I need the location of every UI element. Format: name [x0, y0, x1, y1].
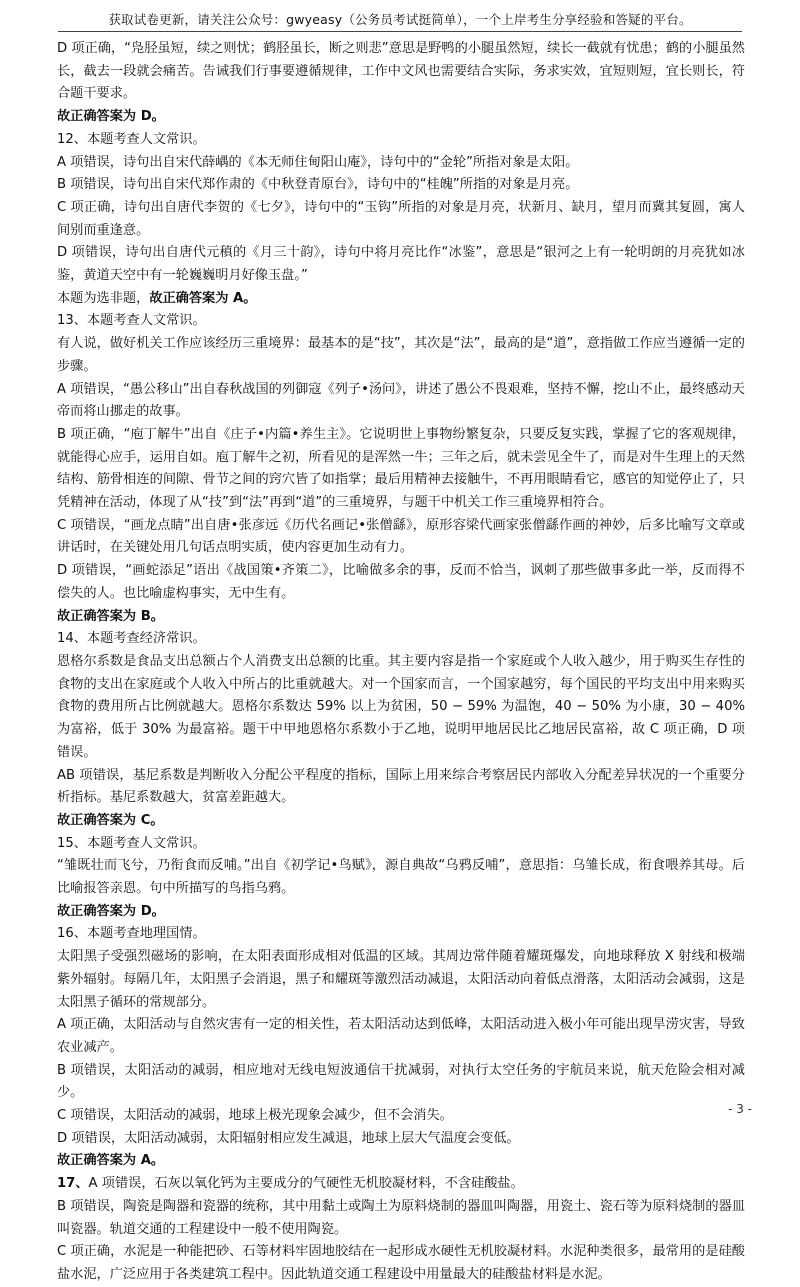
paragraph — [57, 1196, 745, 1241]
page-header: 获取试卷更新，请关注公众号：gwyeasy（公务员考试挺简单），一个上岸考生分享经验和答疑的平台。 — [108, 12, 692, 27]
paragraph — [57, 379, 745, 424]
paragraph-text: 16、本题考查地理国情。 — [57, 926, 206, 942]
answer-line: 故正确答案为 D。 — [57, 109, 165, 125]
paragraph-text: 13、本题考查人文常识。 — [57, 313, 206, 329]
paragraph-text: B 项错误，太阳活动的减弱，相应地对无线电短波通信干扰减弱，对执行太空任务的宇航员来说，航天危险会相对减少。 — [57, 1062, 745, 1101]
document-body — [57, 38, 745, 1287]
paragraph — [57, 106, 745, 129]
paragraph-text: 太阳黑子受强烈磁场的影响，在太阳表面形成相对低温的区域。其周边常伴随着耀斑爆发，向地球释放 X 射线和极端紫外辐射。每隔几年，太阳黑子会消退，黑子和耀斑等激烈活动减退，太阳活动向着低点滑落，太阳活动会减弱，这是太阳黑子循环的常规部分。 — [57, 949, 745, 1010]
paragraph — [57, 288, 745, 311]
paragraph-text: B 项错误，诗句出自宋代郑作肃的《中秋登青原台》，诗句中的“桂魄”所指的对象是月亮。 — [57, 177, 579, 193]
answer-line: 故正确答案为 D。 — [57, 903, 165, 919]
paragraph — [57, 606, 745, 629]
paragraph — [57, 628, 745, 651]
paragraph — [57, 310, 745, 333]
paragraph-text: B 项错误，陶瓷是陶器和瓷器的统称，其中用黏土或陶土为原料烧制的器皿叫陶器，用瓷土、瓷石等为原料烧制的器皿叫瓷器。轨道交通的工程建设中一般不使用陶瓷。 — [57, 1198, 745, 1237]
paragraph — [57, 424, 745, 515]
paragraph — [57, 1241, 745, 1286]
paragraph-text: D 项错误，“画蛇添足”语出《战国策•齐策二》，比喻做多余的事，反而不恰当，讽刺了那些做事多此一举，反而得不偿失的人。也比喻虚构事实，无中生有。 — [57, 563, 745, 601]
paragraph — [57, 174, 745, 197]
paragraph — [57, 333, 745, 378]
answer-line: 故正确答案为 A。 — [149, 290, 257, 306]
paragraph-text: D 项错误，太阳活动减弱，太阳辐射相应发生减退，地球上层大气温度会变低。 — [57, 1130, 520, 1146]
paragraph-text: D 项错误，诗句出自唐代元稹的《月三十韵》，诗句中将月亮比作“冰鉴”，意思是“银河之上有一轮明朗的月亮犹如冰鉴，黄道天空中有一轮巍巍明月好像玉盘。” — [57, 245, 745, 284]
paragraph-text: C 项正确，诗句出自唐代李贺的《七夕》，诗句中的“玉钩”所指的对象是月亮，状新月、缺月，望月而冀其复圆，寓人间别而重逢意。 — [57, 199, 745, 238]
paragraph — [57, 833, 745, 856]
paragraph — [57, 1060, 745, 1105]
paragraph — [57, 197, 745, 242]
paragraph — [57, 560, 745, 605]
paragraph-text: 12、本题考查人文常识。 — [57, 131, 206, 147]
paragraph-text: A 项错误，“愚公移山”出自春秋战国的列御寇《列子•汤问》，讲述了愚公不畏艰难，坚持不懈，挖山不止，最终感动天帝而将山挪走的故事。 — [57, 381, 745, 420]
page-number: - 3 - — [728, 1102, 752, 1116]
paragraph — [57, 242, 745, 287]
paragraph-text: D 项正确，“凫胫虽短，续之则忧；鹤胫虽长，断之则悲”意思是野鸭的小腿虽然短，续长一截就有忧患；鹤的小腿虽然长，截去一段就会痛苦。告诫我们行事要遵循规律，工作中文风也需要结合实际，务求实效，宜短则短，宜长则长，符合题干要求。 — [57, 41, 745, 102]
paragraph — [57, 1173, 745, 1196]
paragraph — [57, 1105, 745, 1128]
paragraph-text: 15、本题考查人文常识。 — [57, 835, 206, 851]
paragraph — [57, 1014, 745, 1059]
paragraph — [57, 810, 745, 833]
answer-line: 故正确答案为 B。 — [57, 608, 164, 624]
paragraph — [57, 515, 745, 560]
paragraph-text: A 项错误，石灰以氧化钙为主要成分的气硬性无机胶凝材料，不含硅酸盐。 — [88, 1176, 524, 1192]
paragraph-text: A 项错误，诗句出自宋代薛嵎的《本无师住甸阳山庵》，诗句中的“金轮”所指对象是太阳。 — [57, 154, 579, 170]
paragraph-text: 有人说，做好机关工作应该经历三重境界：最基本的是“技”，其次是“法”，最高的是“道”，意指做工作应当遵循一定的步骤。 — [57, 336, 745, 374]
paragraph — [57, 765, 745, 810]
paragraph — [57, 855, 745, 900]
paragraph-text: AB 项错误，基尼系数是判断收入分配公平程度的指标，国际上用来综合考察居民内部收入分配差异状况的一个重要分析指标。基尼系数越大，贫富差距越大。 — [57, 767, 745, 806]
answer-line: 故正确答案为 A。 — [57, 1153, 165, 1169]
paragraph — [57, 651, 745, 765]
paragraph — [57, 1150, 745, 1173]
paragraph-text: B 项正确，“庖丁解牛”出自《庄子•内篇•养生主》。它说明世上事物纷繁复杂，只要反复实践，掌握了它的客观规律，就能得心应手，运用自如。庖丁解牛之初，所看见的是浑然一牛；三年之后，就未尝见全牛了，而是对牛生理上的天然结构、筋骨相连的间隙、骨节之间的窍穴皆了如指掌；最后用精神去接触牛，不再用眼睛看它，感官的知觉停止了，只凭精神在活动，体现了从“技”到“法”再到“道”的三重境界，与题干中机关工作三重境界相符合。 — [57, 426, 745, 511]
answer-line: 故正确答案为 C。 — [57, 812, 164, 828]
paragraph — [57, 1128, 745, 1151]
paragraph — [57, 129, 745, 152]
paragraph — [57, 38, 745, 106]
paragraph-text: C 项错误，太阳活动的减弱，地球上极光现象会减少，但不会消失。 — [57, 1108, 453, 1124]
paragraph-text: 恩格尔系数是食品支出总额占个人消费支出总额的比重。其主要内容是指一个家庭或个人收入越少，用于购买生存性的食物的支出在家庭或个人收入中所占的比重就越大。对一个国家而言，一个国家越穷，每个国民的平均支出中用来购买食物的费用所占比例就越大。恩格尔系数达 59% 以上为贫困，50 − 59% 为温饱，40 − 50% 为小康，30 − 40% 为富裕，低于 30% 为最富裕。题干中甲地恩格尔系数小于乙地，说明甲地居民比乙地居民富裕，故 C 项正确，D 项错误。 — [57, 653, 745, 760]
paragraph-text: C 项正确，水泥是一种能把砂、石等材料牢固地胶结在一起形成水硬性无机胶凝材料。水泥种类很多，最常用的是硅酸盐水泥，广泛应用于各类建筑工程中。因此轨道交通工程建设中用量最大的硅酸盐材料是水泥。 — [57, 1244, 745, 1282]
paragraph-text: “雏既壮而飞兮，乃衔食而反哺。”出自《初学记•鸟赋》，源自典故“乌鸦反哺”，意思指：乌雏长成，衔食喂养其母。后比喻报答亲恩。句中所描写的鸟指乌鸦。 — [57, 858, 745, 897]
paragraph — [57, 923, 745, 946]
paragraph-text: 本题为选非题， — [57, 290, 150, 306]
paragraph-text: C 项错误，“画龙点睛”出自唐•张彦远《历代名画记•张僧繇》，原形容梁代画家张僧繇作画的神妙，后多比喻写文章或讲话时，在关键处用几句话点明实质，使内容更加生动有力。 — [57, 517, 745, 556]
question-number: 17、 — [57, 1176, 89, 1192]
paragraph-text: 14、本题考查经济常识。 — [57, 631, 206, 647]
paragraph-text: A 项正确，太阳活动与自然灾害有一定的相关性，若太阳活动达到低峰，太阳活动进入极小年可能出现旱涝灾害，导致农业减产。 — [57, 1017, 745, 1055]
header-divider — [58, 31, 742, 32]
paragraph — [57, 946, 745, 1014]
paragraph — [57, 152, 745, 175]
paragraph — [57, 901, 745, 924]
